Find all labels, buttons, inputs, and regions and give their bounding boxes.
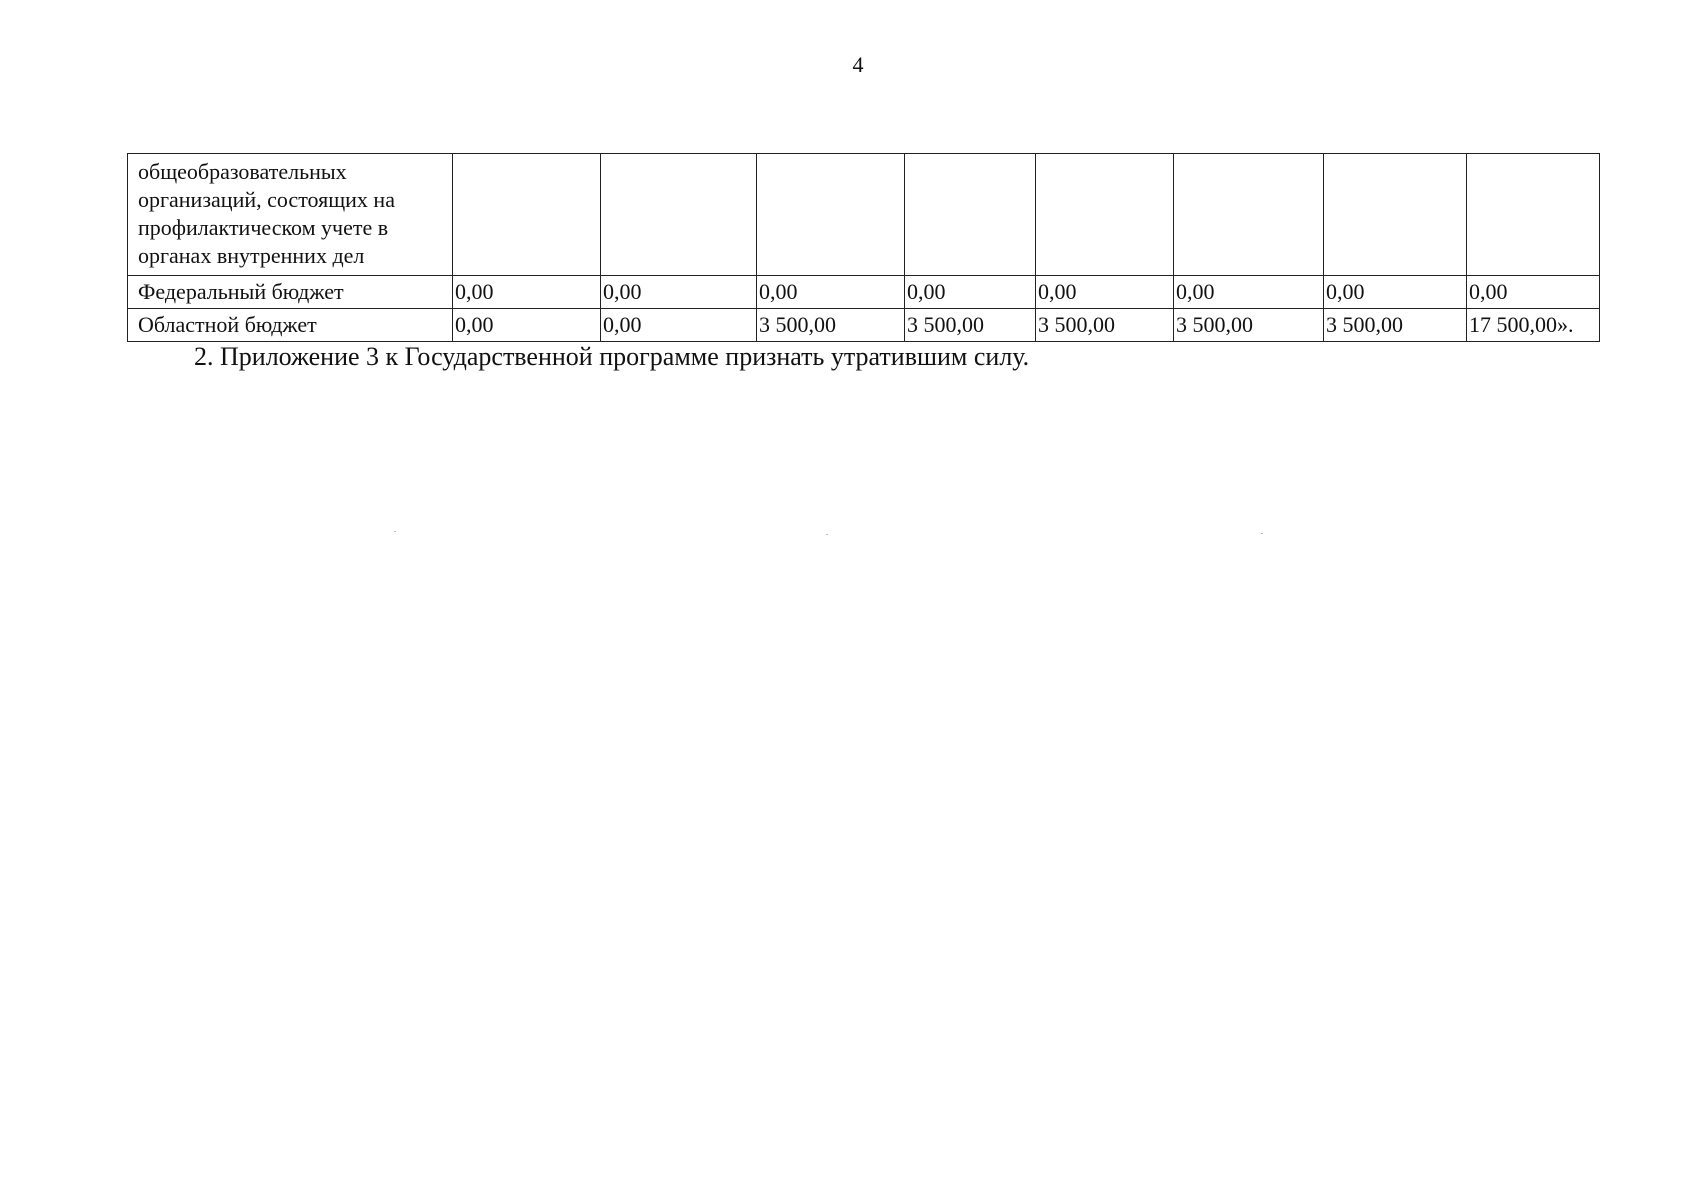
scan-speck xyxy=(394,531,396,532)
table-cell: 0,00 xyxy=(1467,276,1600,309)
table-cell: 3 500,00 xyxy=(1174,309,1324,342)
table-row-federal-budget xyxy=(128,276,1600,309)
page-number: 4 xyxy=(852,52,864,77)
row-label: общеобразовательных организаций, состоящих на профилактическом учете в органах внутренних дел xyxy=(128,154,453,276)
table-row-target-group xyxy=(128,154,1600,276)
table-cell: 0,00 xyxy=(757,276,905,309)
row-label: Областной бюджет xyxy=(128,309,453,342)
table-cell xyxy=(1036,154,1174,276)
table-cell: 3 500,00 xyxy=(757,309,905,342)
table-cell: 0,00 xyxy=(453,309,601,342)
table-cell: 0,00 xyxy=(1324,276,1467,309)
row-label: Федеральный бюджет xyxy=(128,276,453,309)
table-cell: 0,00 xyxy=(601,309,757,342)
paragraph-text: 2. Приложение 3 к Государственной программе признать утратившим силу. xyxy=(194,342,1030,371)
table-cell xyxy=(757,154,905,276)
table-cell: 3 500,00 xyxy=(905,309,1036,342)
scan-speck xyxy=(826,534,828,535)
table-cell xyxy=(1324,154,1467,276)
table-cell xyxy=(601,154,757,276)
table-cell: 0,00 xyxy=(1174,276,1324,309)
table-cell xyxy=(1467,154,1600,276)
table-cell: 0,00 xyxy=(905,276,1036,309)
table-cell: 0,00 xyxy=(601,276,757,309)
table-cell: 0,00 xyxy=(453,276,601,309)
table-cell xyxy=(453,154,601,276)
table-row-regional-budget xyxy=(128,309,1600,342)
scan-speck xyxy=(1261,533,1263,534)
table-cell xyxy=(1174,154,1324,276)
table-cell: 17 500,00». xyxy=(1467,309,1600,342)
table-cell: 0,00 xyxy=(1036,276,1174,309)
table-cell xyxy=(905,154,1036,276)
table-cell: 3 500,00 xyxy=(1036,309,1174,342)
budget-table xyxy=(127,153,1600,342)
table-cell: 3 500,00 xyxy=(1324,309,1467,342)
